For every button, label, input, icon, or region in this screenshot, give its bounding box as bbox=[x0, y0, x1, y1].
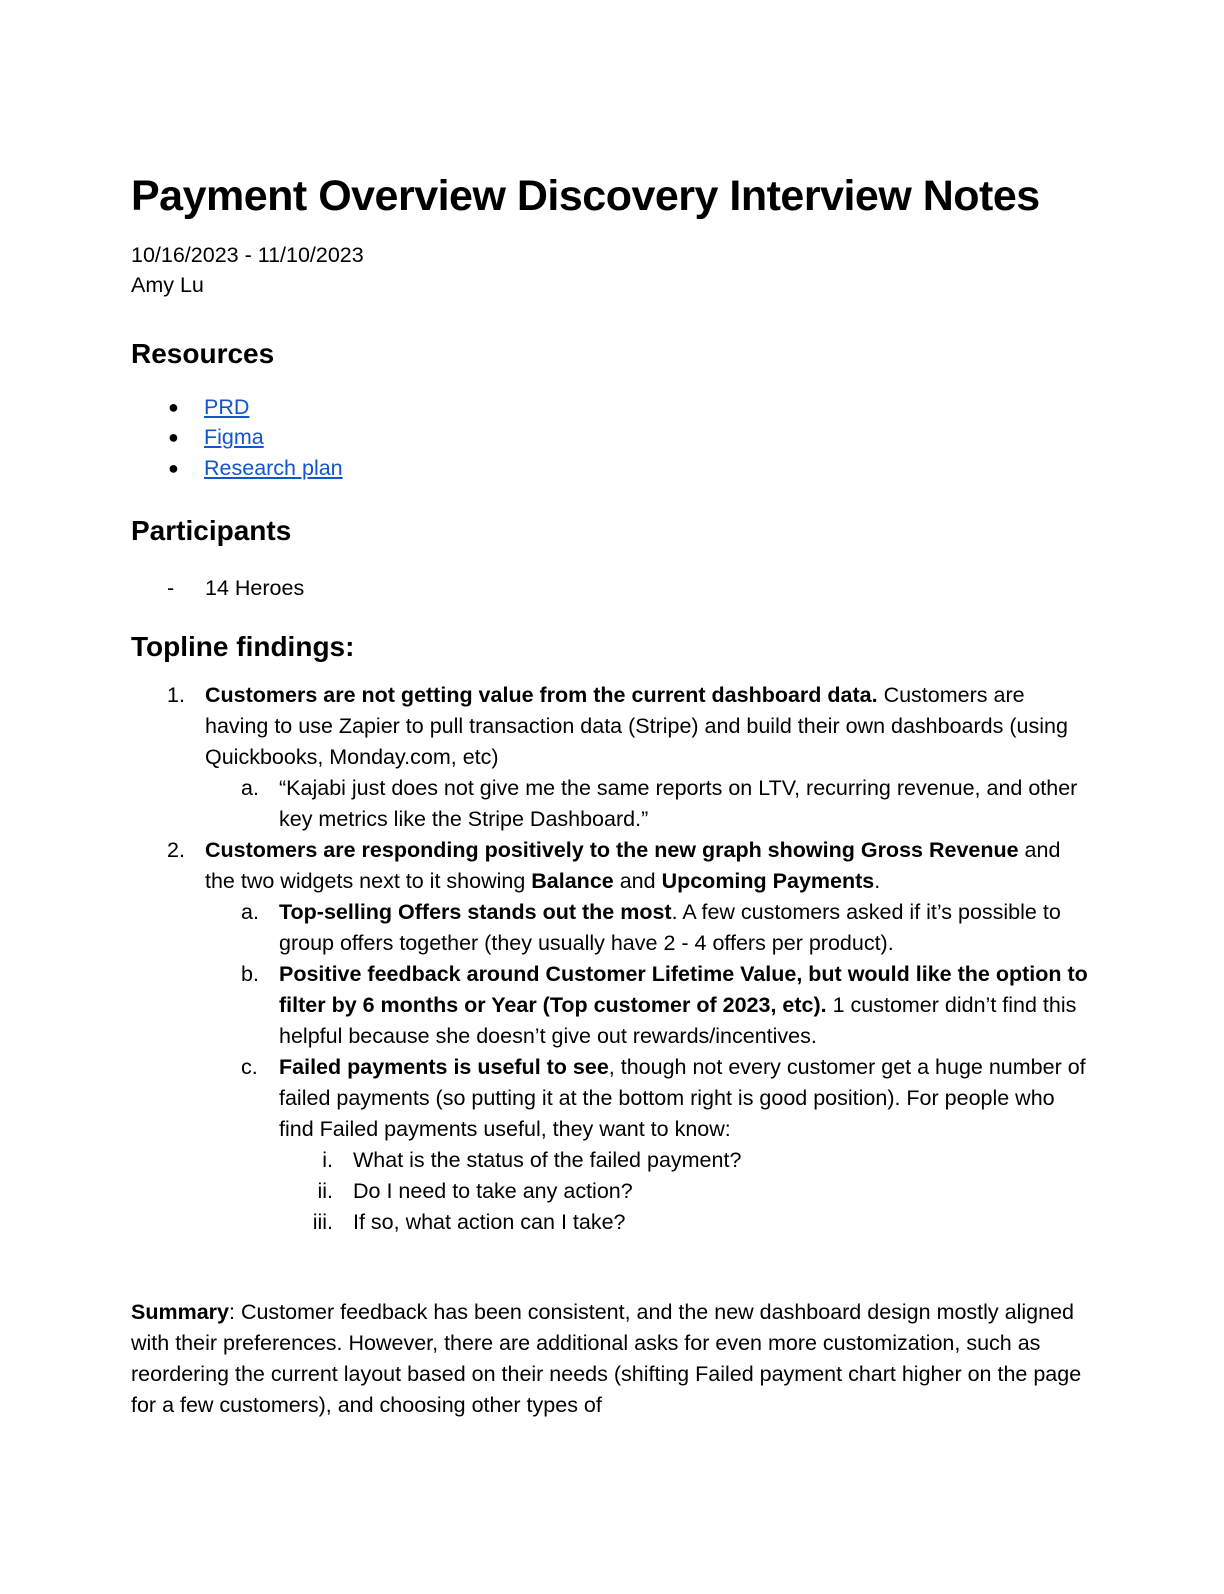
finding-roman-item: iii. If so, what action can I take? bbox=[279, 1207, 1091, 1238]
findings-list bbox=[131, 680, 1091, 1238]
list-roman: i. bbox=[322, 1148, 333, 1172]
list-letter: a. bbox=[241, 776, 259, 800]
resources-list bbox=[131, 392, 343, 483]
list-letter: b. bbox=[241, 962, 259, 986]
finding-item: 2. Customers are responding positively to the new graph showing Gross Revenue and the two widgets next to it showing Balance and Upcoming Payments. a. Top-selling Offers stands out the most. A few customers asked if it’s possible to group offers together (they usually have 2 - 4 offers per product). b. Positive feedback around Customer Lifetime Value, but would like the option to filter by 6 months or Year (Top customer of 2023, etc). 1 customer didn’t find this helpful because she doesn’t give out rewards/incentives. c. Failed payments is useful to see, though not every customer get a huge number of failed payments (so putting it at the bottom right is good position). For people who find Failed payments useful, they want to know: i. What is the status of the failed payment? ii. Do I need to take any action? iii. If so, what action can I take? bbox=[131, 835, 1091, 1238]
bullet-icon: ● bbox=[168, 457, 179, 478]
resource-link-research-plan[interactable]: Research plan bbox=[204, 455, 343, 480]
list-number: 1. bbox=[167, 683, 185, 707]
participants-heading: Participants bbox=[131, 515, 292, 546]
resource-item bbox=[131, 453, 343, 483]
finding-roman-item: ii. Do I need to take any action? bbox=[279, 1176, 1091, 1207]
list-roman: ii. bbox=[317, 1179, 333, 1203]
finding-subitem: a. “Kajabi just does not give me the same reports on LTV, recurring revenue, and other key metrics like the Stripe Dashboard.” bbox=[205, 773, 1091, 835]
list-roman: iii. bbox=[312, 1210, 333, 1234]
dash-icon: - bbox=[167, 576, 175, 600]
bullet-icon: ● bbox=[168, 427, 179, 448]
list-letter: a. bbox=[241, 900, 259, 924]
resource-item bbox=[131, 422, 343, 452]
finding-subitem: c. Failed payments is useful to see, though not every customer get a huge number of failed payments (so putting it at the bottom right is good position). For people who find Failed payments useful, they want to know: i. What is the status of the failed payment? ii. Do I need to take any action? iii. If so, what action can I take? bbox=[205, 1052, 1091, 1238]
document-title: Payment Overview Discovery Interview Notes bbox=[131, 172, 1040, 220]
resource-link-prd[interactable]: PRD bbox=[204, 395, 250, 419]
finding-subitem: b. Positive feedback around Customer Lifetime Value, but would like the option to filter by 6 months or Year (Top customer of 2023, etc). 1 customer didn’t find this helpful because she doesn’t give out rewards/incentives. bbox=[205, 959, 1091, 1052]
findings-heading: Topline findings: bbox=[131, 631, 355, 662]
summary-text: : Customer feedback has been consistent, and the new dashboard design mostly aligned with their preferences. However, there are additional asks for even more customization, such as reordering the current layout based on their needs (shifting Failed payment chart higher on the page for a few customers), and choosing other types of bbox=[131, 1300, 1082, 1417]
list-letter: c. bbox=[241, 1055, 258, 1079]
date-range: 10/16/2023 - 11/10/2023 bbox=[131, 243, 364, 267]
finding-item: 1. Customers are not getting value from the current dashboard data. Customers are having to use Zapier to pull transaction data (Stripe) and build their own dashboards (using Quickbooks, Monday.com, etc) a. “Kajabi just does not give me the same reports on LTV, recurring revenue, and other key metrics like the Stripe Dashboard.” bbox=[131, 680, 1091, 835]
finding-roman-item: i. What is the status of the failed payment? bbox=[279, 1145, 1091, 1176]
bullet-icon: ● bbox=[168, 397, 179, 417]
author: Amy Lu bbox=[131, 273, 204, 297]
summary-paragraph bbox=[131, 1297, 1091, 1421]
finding-subitem: a. Top-selling Offers stands out the most. A few customers asked if it’s possible to group offers together (they usually have 2 - 4 offers per product). bbox=[205, 897, 1091, 959]
summary-label: Summary bbox=[131, 1300, 229, 1324]
resource-item bbox=[131, 392, 343, 422]
resources-heading: Resources bbox=[131, 338, 275, 369]
list-number: 2. bbox=[167, 838, 185, 862]
resource-link-figma[interactable]: Figma bbox=[204, 425, 264, 450]
